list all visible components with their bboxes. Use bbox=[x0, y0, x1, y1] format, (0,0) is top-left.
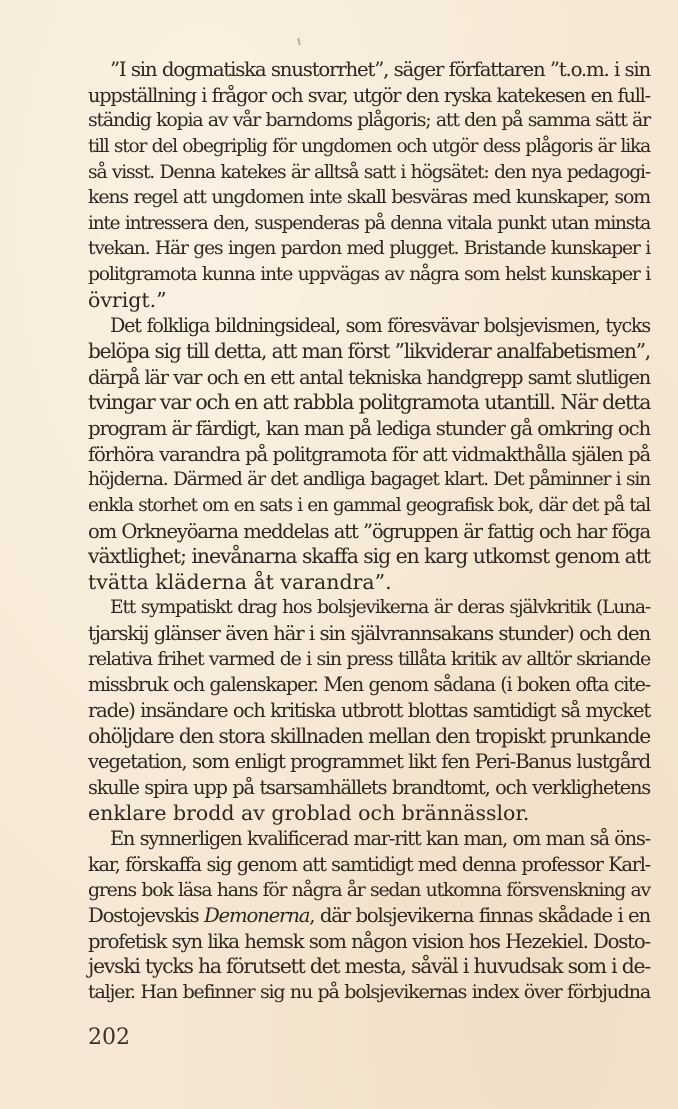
text-line: tjarskij glänser även här i sin självrannsakans stunder) och den bbox=[88, 622, 650, 646]
text-line: rade) insändare och kritiska utbrott blottas samtidigt så mycket bbox=[88, 699, 650, 723]
text-line: profetisk syn lika hemsk som någon vision hos Hezekiel. Dosto- bbox=[88, 929, 650, 953]
text-line: övrigt.” bbox=[88, 287, 167, 312]
page-number: 202 bbox=[88, 1025, 130, 1050]
text-line: ohöljdare den stora skillnaden mellan den tropiskt prunkande bbox=[88, 723, 650, 748]
text-line: höjderna. Därmed är det andliga bagaget klart. Det påminner i sin bbox=[88, 469, 650, 491]
text-line: inte intressera den, suspenderas på denna vitala punkt utan minsta bbox=[88, 212, 650, 234]
text-line: därpå lär var och en ett antal tekniska handgrepp samt slutligen bbox=[88, 365, 650, 389]
text-line: ”I sin dogmatiska snustorrhet”, säger författaren ”t.o.m. i sin bbox=[110, 58, 650, 81]
text-line: jevski tycks ha förutsett det mesta, såväl i huvudsak som i de- bbox=[88, 954, 650, 979]
text-line: taljer. Han befinner sig nu på bolsjevikernas index över förbjudna bbox=[88, 981, 650, 1004]
text-line: Det folkliga bildningsideal, som föresvävar bolsjevismen, tycks bbox=[110, 314, 650, 338]
text-line: växtlighet; inevånarna skaffa sig en karg utkomst genom att bbox=[88, 544, 650, 569]
text-line: tvingar var och en att rabbla politgramota utantill. När detta bbox=[88, 390, 651, 415]
book-title: Demonerna bbox=[203, 904, 310, 928]
text-line: grens bok läsa hans för några år sedan utkomna försvenskning av bbox=[88, 879, 650, 901]
text-line: kar, förskaffa sig genom att samtidigt med denna professor Karl- bbox=[88, 852, 650, 876]
text-line: program är färdigt, kan man på lediga stunder gå omkring och bbox=[88, 416, 650, 440]
text-line: Dostojevskis Demonerna, där bolsjevikerna finnas skådade i en bbox=[88, 904, 650, 928]
text-line: vegetation, som enligt programmet likt fen Peri-Banus lustgård bbox=[88, 750, 650, 774]
text-line: förhöra varandra på politgramota för att vidmakthålla själen på bbox=[88, 442, 650, 466]
text-line: till stor del obegriplig för ungdomen och utgör dess plågoris är lika bbox=[88, 135, 650, 157]
text-line: politgramota kunna inte uppvägas av några som helst kunskaper i bbox=[88, 264, 650, 286]
text-line: så visst. Denna katekes är alltså satt i högsätet: den nya pedagogi- bbox=[88, 161, 650, 183]
text-line: belöpa sig till detta, att man först ”likviderar analfabetismen”, bbox=[88, 339, 650, 364]
text-line: En synnerligen kvalificerad mar-ritt kan man, om man så öns- bbox=[110, 827, 650, 851]
text-line: om Orkneyöarna meddelas att ”ögruppen är fattig och har föga bbox=[88, 519, 650, 543]
text-line: kens regel att ungdomen inte skall besväras med kunskaper, som bbox=[88, 186, 650, 209]
text-line: tvätta kläderna åt varandra”. bbox=[88, 569, 392, 594]
text-line: enkla storhet om en sats i en gammal geografisk bok, där det på tal bbox=[88, 494, 650, 516]
text-line: relativa frihet varmed de i sin press tillåta kritik av alltör skriande bbox=[88, 647, 650, 670]
text-line: enklare brodd av groblad och brännässlor. bbox=[88, 800, 530, 825]
text-line: missbruk och galenskaper. Men genom sådana (i boken ofta cite- bbox=[88, 673, 650, 697]
stray-mark bbox=[297, 38, 300, 45]
text-line: Ett sympatiskt drag hos bolsjevikerna är deras självkritik (Luna- bbox=[110, 597, 650, 619]
text-line: ständig kopia av vår barndoms plågoris; att den på samma sätt är bbox=[88, 109, 650, 132]
body-text bbox=[88, 57, 650, 1006]
text-line: uppställning i frågor och svar, utgör den ryska katekesen en full- bbox=[88, 83, 650, 107]
text-line: tvekan. Här ges ingen pardon med plugget. Bristande kunskaper i bbox=[88, 238, 650, 260]
text-line: skulle spira upp på tsarsamhällets brandtomt, och verklighetens bbox=[88, 775, 650, 799]
